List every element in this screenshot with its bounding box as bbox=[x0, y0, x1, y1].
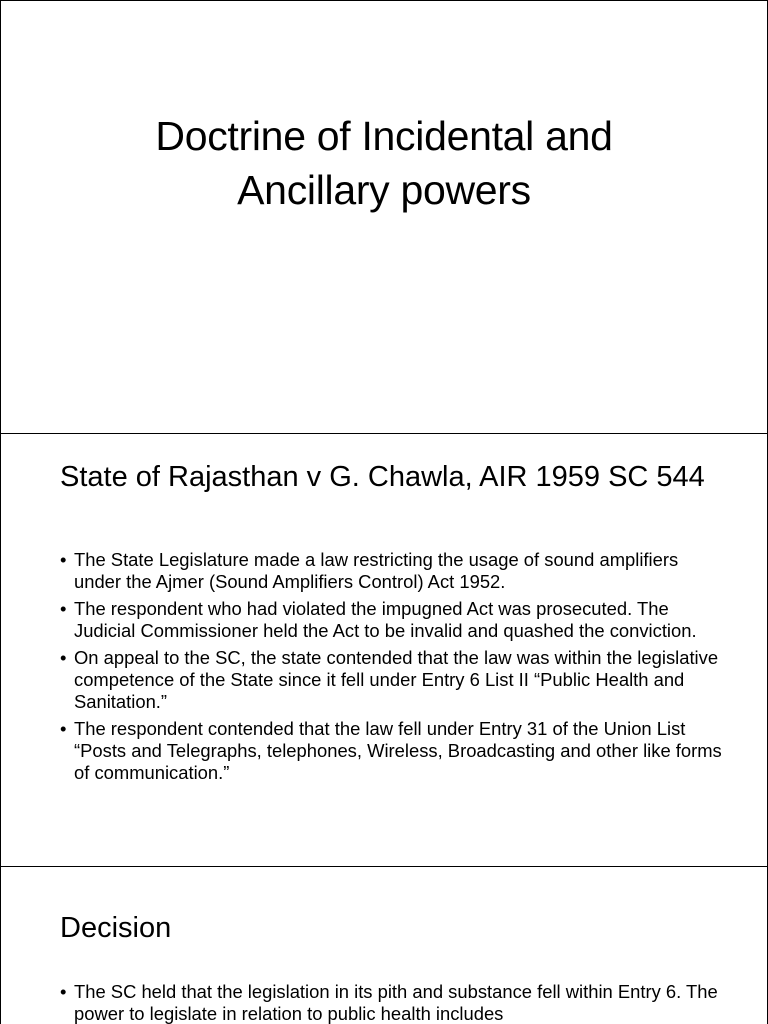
slide-decision bbox=[0, 866, 768, 1024]
list-item: • The SC held that the legislation in its pith and substance fell within Entry 6. The power to legislate in relation to public health includes bbox=[60, 981, 727, 1024]
slide-case bbox=[0, 433, 768, 867]
case-heading: State of Rajasthan v G. Chawla, AIR 1959 SC 544 bbox=[60, 461, 705, 493]
list-item: • The State Legislature made a law restricting the usage of sound amplifiers under the Ajmer (Sound Amplifiers Control) Act 1952. bbox=[60, 549, 727, 593]
document-title bbox=[1, 109, 767, 217]
decision-bullet-list bbox=[60, 981, 727, 1024]
list-item: • The respondent contended that the law fell under Entry 31 of the Union List “Posts and Telegraphs, telephones, Wireless, Broadcasting and other like forms of communication.” bbox=[60, 718, 727, 784]
list-item: • On appeal to the SC, the state contended that the law was within the legislative competence of the State since it fell under Entry 6 List II “Public Health and Sanitation.” bbox=[60, 647, 727, 713]
title-line-2: Ancillary powers bbox=[237, 167, 531, 213]
decision-heading: Decision bbox=[60, 912, 172, 944]
title-line-1: Doctrine of Incidental and bbox=[155, 113, 613, 159]
list-item: • The respondent who had violated the impugned Act was prosecuted. The Judicial Commissioner held the Act to be invalid and quashed the conviction. bbox=[60, 598, 727, 642]
case-bullet-list bbox=[60, 549, 727, 789]
slide-title bbox=[0, 0, 768, 434]
